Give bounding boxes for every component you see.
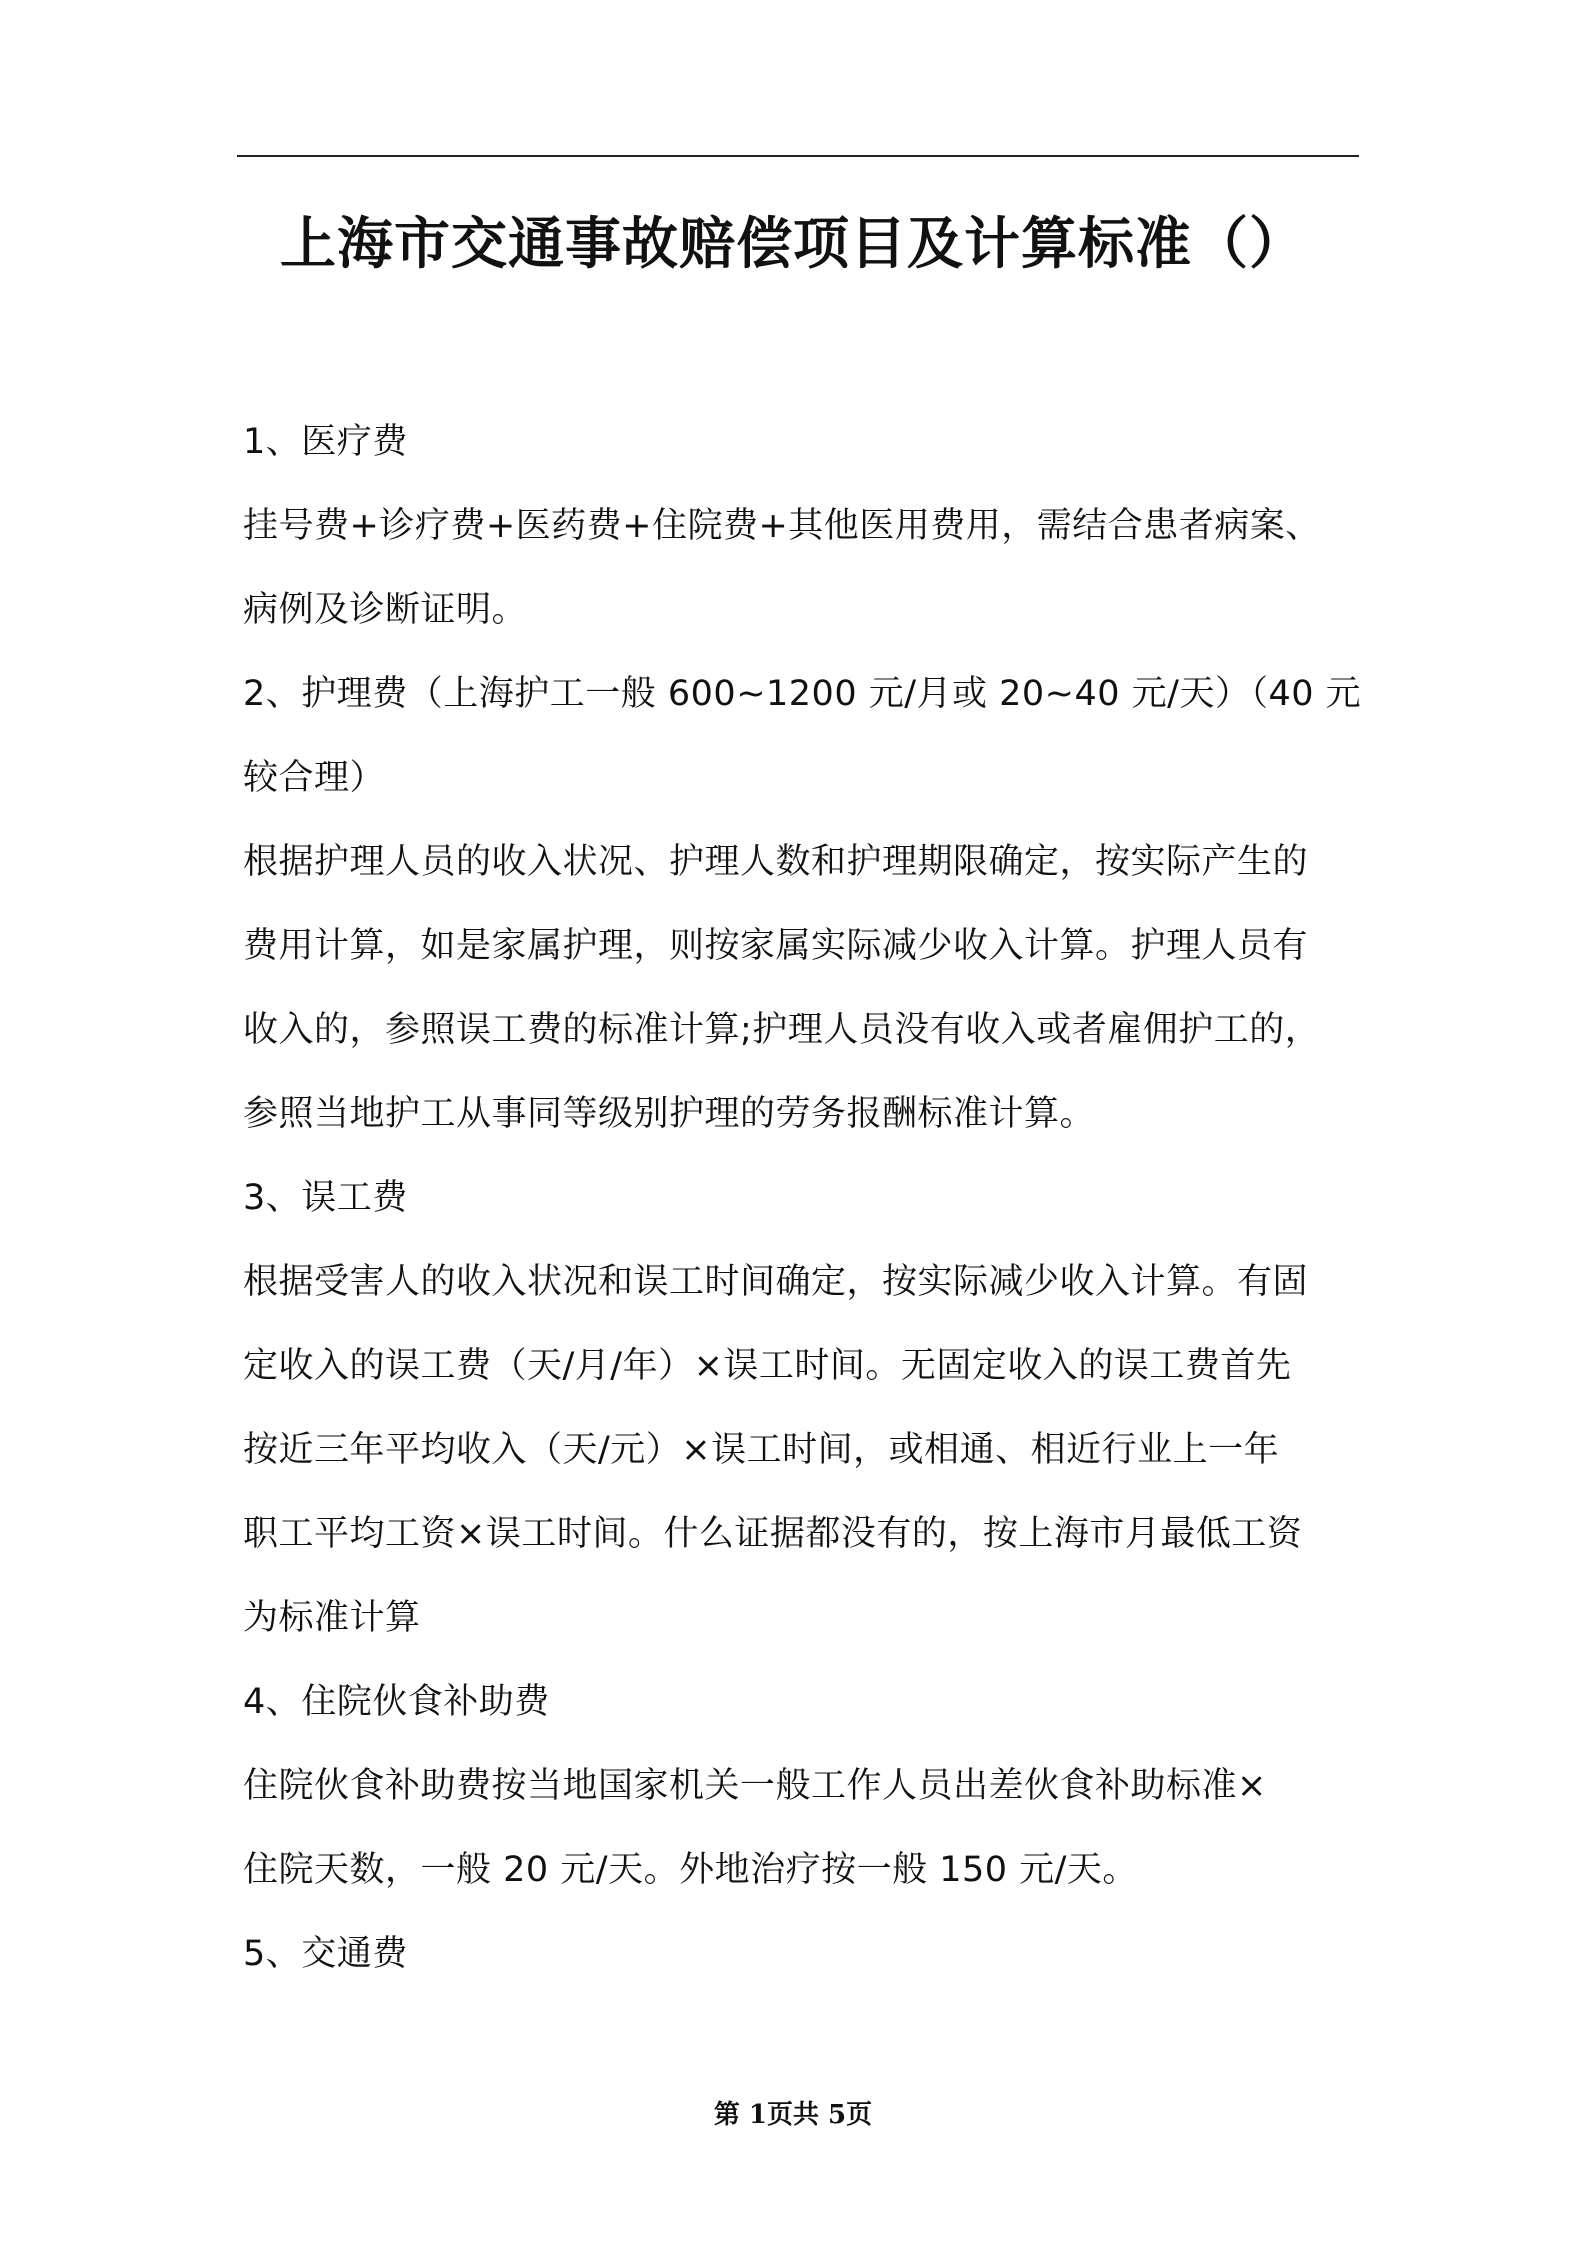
section-heading-nursing: 2、护理费（上海护工一般 600~1200 元/月或 20~40 元/天）（40 元 [243, 674, 1362, 714]
paragraph-line: 病例及诊断证明。 [243, 590, 528, 630]
page-number: 第 1页共 5页 [713, 2100, 873, 2130]
page-title: 上海市交通事故赔偿项目及计算标准（） [280, 212, 1306, 277]
section-heading-meal-subsidy: 4、住院伙食补助费 [243, 1682, 550, 1722]
paragraph-line: 费用计算，如是家属护理，则按家属实际减少收入计算。护理人员有 [243, 926, 1309, 966]
section-heading-transport: 5、交通费 [243, 1934, 408, 1974]
paragraph-line: 定收入的误工费（天/月/年）×误工时间。无固定收入的误工费首先 [243, 1346, 1292, 1386]
paragraph-line: 根据护理人员的收入状况、护理人数和护理期限确定，按实际产生的 [243, 842, 1309, 882]
paragraph-line: 根据受害人的收入状况和误工时间确定，按实际减少收入计算。有固 [243, 1262, 1309, 1302]
paragraph-line: 参照当地护工从事同等级别护理的劳务报酬标准计算。 [243, 1094, 1096, 1134]
header-divider [237, 155, 1359, 157]
paragraph-line: 职工平均工资×误工时间。什么证据都没有的，按上海市月最低工资 [243, 1514, 1303, 1554]
section-heading-lost-wages: 3、误工费 [243, 1178, 408, 1218]
paragraph-line: 收入的，参照误工费的标准计算;护理人员没有收入或者雇佣护工的， [243, 1010, 1321, 1050]
paragraph-line: 住院伙食补助费按当地国家机关一般工作人员出差伙食补助标准× [243, 1766, 1267, 1806]
paragraph-line: 挂号费+诊疗费+医药费+住院费+其他医用费用，需结合患者病案、 [243, 506, 1321, 546]
paragraph-line: 住院天数，一般 20 元/天。外地治疗按一般 150 元/天。 [243, 1850, 1138, 1890]
paragraph-line: 按近三年平均收入（天/元）×误工时间，或相通、相近行业上一年 [243, 1430, 1280, 1470]
paragraph-line: 较合理） [243, 758, 386, 798]
document-body [243, 400, 1362, 1996]
paragraph-line: 为标准计算 [243, 1598, 421, 1638]
section-heading-medical: 1、医疗费 [243, 422, 408, 462]
